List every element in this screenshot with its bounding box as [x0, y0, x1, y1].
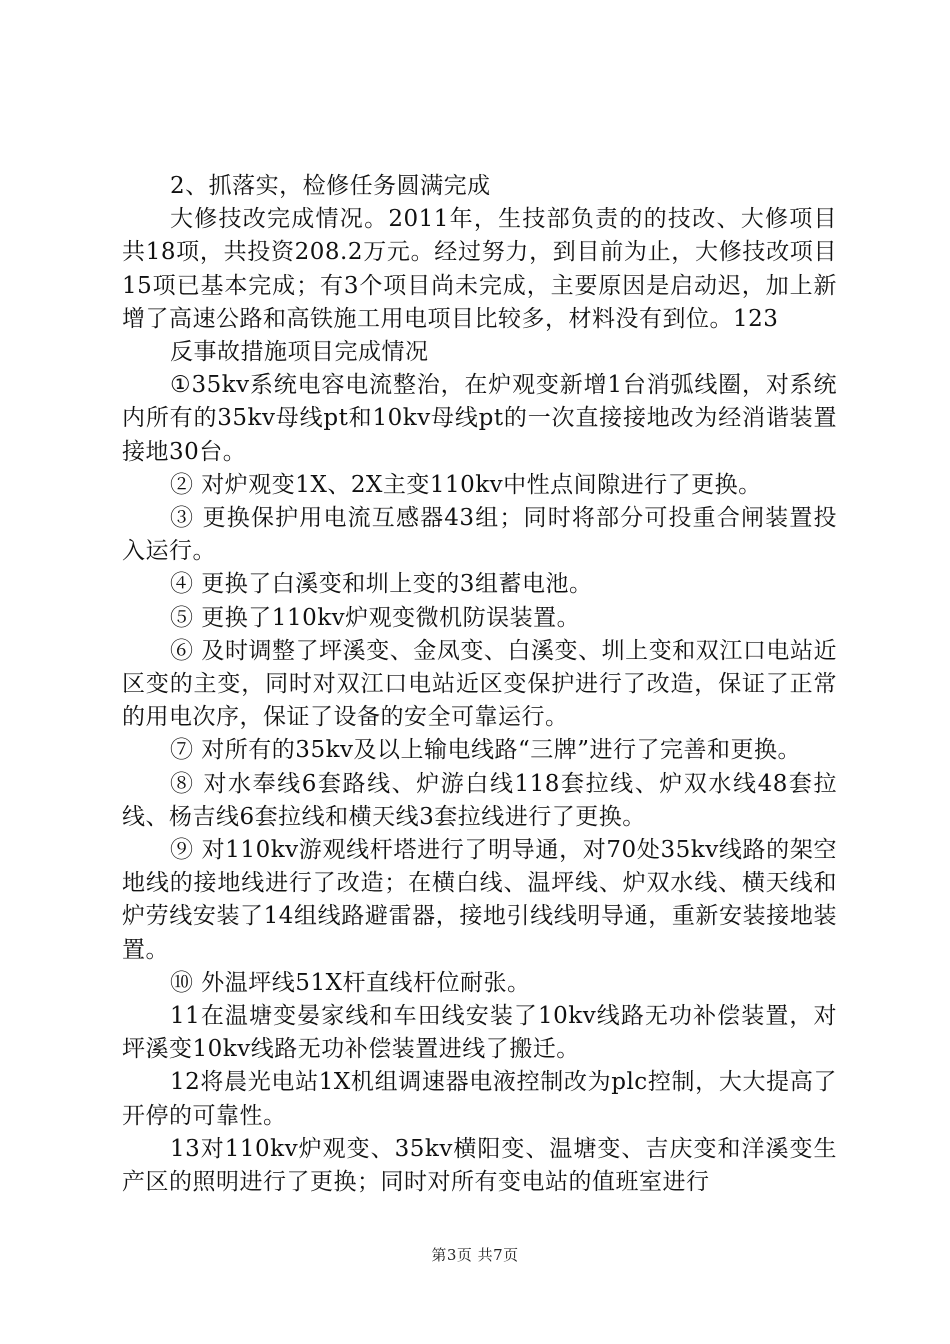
list-item: ② 对炉观变1X、2X主变110kv中性点间隙进行了更换。 — [170, 471, 762, 498]
list-item: 12将晨光电站1X机组调速器电液控制改为plc控制，大大提高了开停的可靠性。 — [122, 1069, 837, 1129]
document-body — [122, 170, 837, 1199]
section-heading: 2、抓落实，检修任务圆满完成 — [170, 173, 491, 199]
list-item: ③ 更换保护用电流互感器43组；同时将部分可投重合闸装置投入运行。 — [122, 505, 837, 565]
list-item: ⑦ 对所有的35kv及以上输电线路“三牌”进行了完善和更换。 — [170, 737, 802, 764]
paragraph-overhaul-status: 大修技改完成情况。2011年，生技部负责的的技改、大修项目共18项，共投资208.2万元。经过努力，到目前为止，大修技改项目15项已基本完成；有3个项目尚未完成，主要原因是启动迟，加上新增了高速公路和高铁施工用电项目比较多，材料没有到位。123 — [122, 206, 837, 332]
list-item: 13对110kv炉观变、35kv横阳变、温塘变、吉庆变和洋溪变生产区的照明进行了更换；同时对所有变电站的值班室进行 — [122, 1135, 837, 1196]
list-item: ⑥ 及时调整了坪溪变、金凤变、白溪变、圳上变和双江口电站近区变的主变，同时对双江口电站近区变保护进行了改造，保证了正常的用电次序，保证了设备的安全可靠运行。 — [122, 637, 837, 731]
list-item: ④ 更换了白溪变和圳上变的3组蓄电池。 — [170, 571, 593, 598]
list-item: ⑨ 对110kv游观线杆塔进行了明导通，对70处35kv线路的架空地线的接地线进行了改造；在横白线、温坪线、炉双水线、横天线和炉劳线安装了14组线路避雷器，接地引线线明导通，重新安装接地装置。 — [122, 837, 837, 963]
list-item: ①35kv系统电容电流整治，在炉观变新增1台消弧线圈，对系统内所有的35kv母线pt和10kv母线pt的一次直接接地改为经消谐装置接地30台。 — [122, 372, 837, 465]
list-item: 11在温塘变晏家线和车田线安装了10kv线路无功补偿装置，对坪溪变10kv线路无功补偿装置进线了搬迁。 — [122, 1003, 837, 1063]
list-item: ⑩ 外温坪线51X杆直线杆位耐张。 — [170, 969, 531, 996]
subheading-anti-accident: 反事故措施项目完成情况 — [170, 339, 429, 366]
list-item: ⑤ 更换了110kv炉观变微机防误装置。 — [170, 604, 581, 631]
list-item: ⑧ 对水奉线6套路线、炉游白线118套拉线、炉双水线48套拉线、杨吉线6套拉线和横天线3套拉线进行了更换。 — [122, 770, 837, 830]
page-footer: 第3页 共7页 — [431, 1246, 519, 1264]
